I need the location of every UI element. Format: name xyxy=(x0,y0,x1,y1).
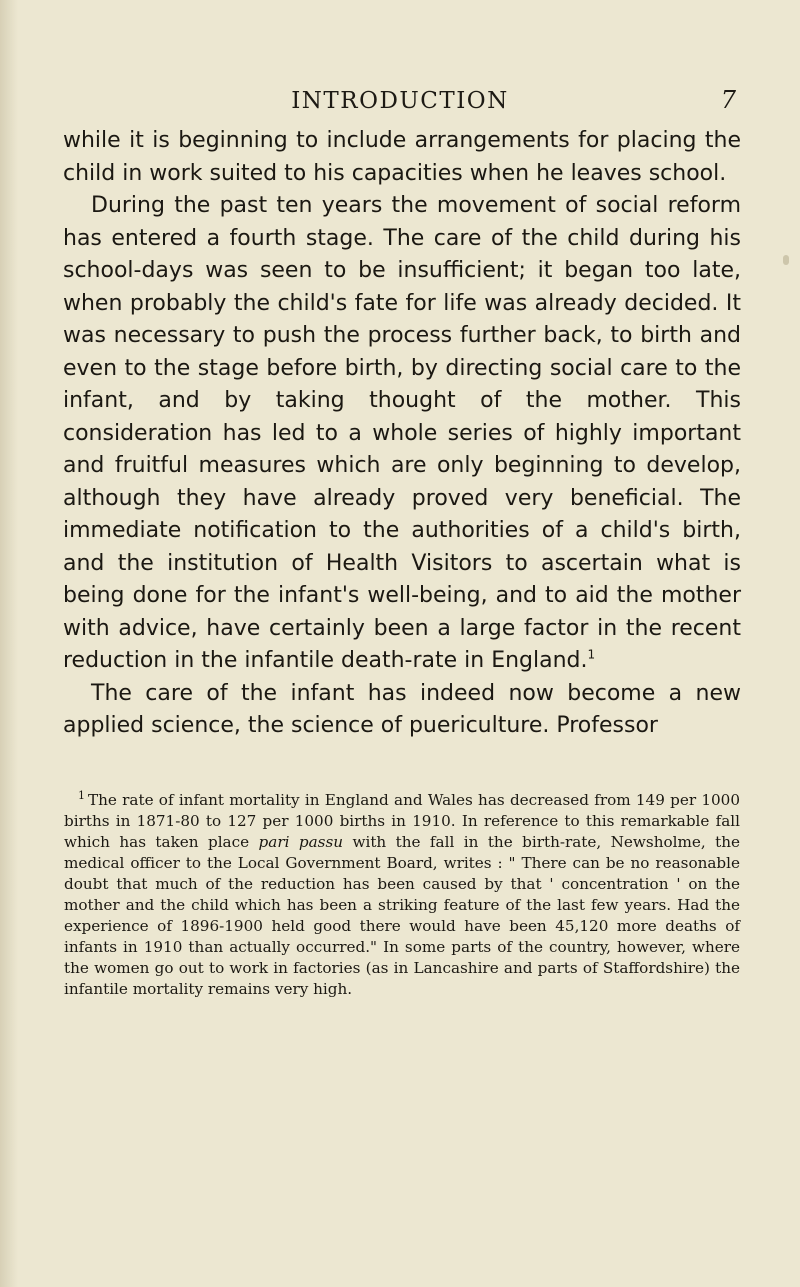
paragraph-puericulture: The care of the infant has indeed now become a new applied science, the science of puericulture. Professor xyxy=(63,680,741,738)
running-head xyxy=(60,82,740,118)
main-text xyxy=(63,125,741,743)
footnote-reference: 1 xyxy=(587,647,596,662)
page-blemish xyxy=(783,255,789,265)
footnote-italic-phrase: pari passu xyxy=(258,833,344,851)
running-title: INTRODUCTION xyxy=(291,88,509,114)
paragraph-fourth-stage xyxy=(63,190,741,678)
paragraph-continued: while it is beginning to include arrangements for placing the child in work suited to his capacities when he leaves school. xyxy=(63,128,741,186)
footnote xyxy=(64,790,740,1000)
paragraph-fourth-stage-text: During the past ten years the movement of social reform has entered a fourth stage. The care of the child during his school-days was seen to be insufficient; it began too late, when probably the child's fate for life was already decided. It was necessary to push the process further back, to birth and even to the stage before birth, by directing social care to the infant, and by taking thought of the mother. This consideration has led to a whole series of highly important and fruitful measures which are only beginning to develop, although they have already proved very beneficial. The immediate notification to the authorities of a child's birth, and the institution of Health Visitors to ascertain what is being done for the infant's well-being, and to aid the mother with advice, have certainly been a large factor in the recent reduction in the infantile death-rate in England. xyxy=(63,193,741,673)
footnote-text-start: The rate of infant mortality in England and Wales has decreased from 149 per 1000 births in 1871-80 to 127 per 1000 births in 1910. In reference to this remarkable fall which has taken place xyxy=(64,791,740,851)
footnote-text-end: with the fall in the birth-rate, Newsholme, the medical officer to the Local Government Board, writes : " There can be no reasonable doubt that much of the reduction has been caused by that ' concentration ' on the mother and the child which has been a striking feature of the last few years. Had the experience of 1896-1900 held good there would have been 45,120 more deaths of infants in 1910 than actually occurred." In some parts of the country, however, where the women go out to work in factories (as in Lancashire and parts of Staffordshire) the infantile mortality remains very high. xyxy=(64,833,741,998)
footnote-paragraph xyxy=(64,790,740,1000)
page-number: 7 xyxy=(720,86,736,114)
footnote-mark: 1 xyxy=(78,788,85,802)
